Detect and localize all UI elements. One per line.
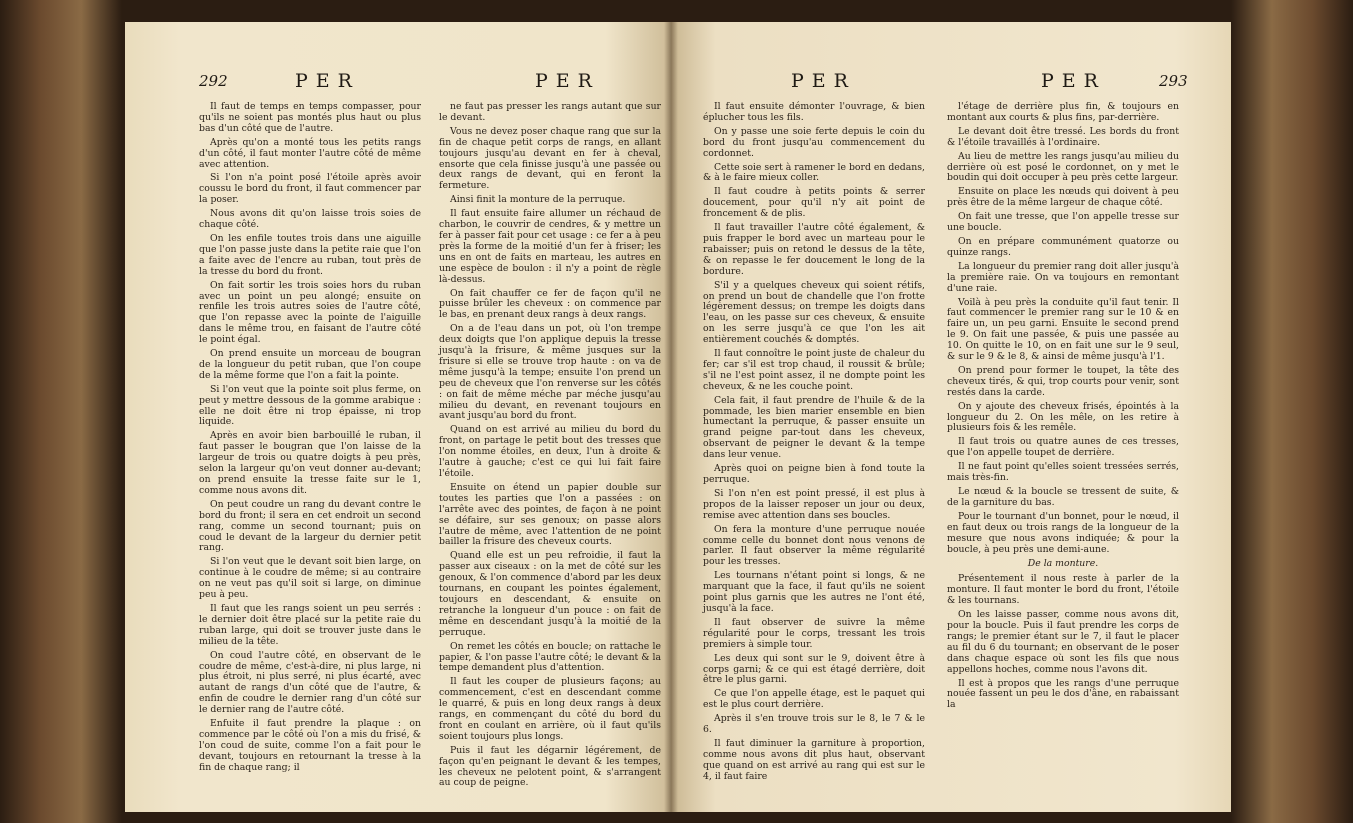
paragraph: Ainsi finit la monture de la perruque.	[450, 194, 626, 206]
paragraph: Présentement il nous reste à parler de la monture. Il faut monter le bord du front, l'étoile & les tournans.	[947, 573, 1179, 607]
running-head: PER	[535, 70, 600, 92]
running-head: PER	[295, 70, 360, 92]
paragraph: Il ne faut point qu'elles soient tressées serrés, mais très-fin.	[947, 461, 1179, 484]
paragraph: On prend pour former le toupet, la tête des cheveux tirés, & qui, trop courts pour venir, sont restés dans la carde.	[947, 364, 1179, 398]
text-column-left-1	[199, 102, 421, 777]
paragraph: Quand on est arrivé au milieu du bord du front, on partage le petit bout des tresses que l'on nomme étoiles, en deux, l'un à droite & l'autre à gauche; c'est ce qui lui fait faire l'étoile.	[439, 424, 661, 479]
paragraph: Ensuite on place les nœuds qui doivent à peu près être de la même largeur de chaque côté.	[947, 186, 1179, 209]
paragraph: Il faut coudre à petits points & serrer doucement, pour qu'il n'y ait point de froncement & de plis.	[703, 186, 925, 220]
paragraph: On en prépare communément quatorze ou quinze rangs.	[947, 235, 1179, 258]
paragraph: Après quoi on peigne bien à fond toute la perruque.	[703, 463, 925, 485]
paragraph: Quand elle est un peu refroidie, il faut la passer aux ciseaux : on la met de côté sur les genoux, & l'on commence d'abord par les deux tournans, en coupant les pointes également, toujours en descendant, & ensuite on retranche la longueur d'un pouce : on fait de même en descendant jusqu'à la moitié de la perruque.	[439, 550, 661, 638]
paragraph: On y passe une soie ferte depuis le coin du bord du front jusqu'au commencement du cordonnet.	[703, 125, 925, 159]
paragraph: On les laisse passer, comme nous avons dit, pour la boucle. Puis il faut prendre les corps de rangs; le premier étant sur le 7, il faut le placer au fil du 6 du tournant; en observant de le poser dans chaque espace où sont les fils que nous appellons hoches, comme nous l'avons dit.	[947, 609, 1179, 675]
paragraph: Le nœud & la boucle se tressent de suite, & de la garniture du bas.	[947, 486, 1179, 508]
book-gutter	[664, 22, 678, 812]
text-column-right-2	[947, 102, 1179, 714]
paragraph: Ce que l'on appelle étage, est le paquet qui est le plus court derrière.	[703, 688, 925, 711]
paragraph: On y ajoute des cheveux frisés, épointés à la longueur du 2. On les mêle, on les retire à plusieurs fois & les remêle.	[947, 400, 1179, 434]
paragraph: Le devant doit être tressé. Les bords du front & l'étoile travaillés à l'ordinaire.	[947, 125, 1179, 148]
paragraph: On a de l'eau dans un pot, où l'on trempe deux doigts que l'on applique depuis la tresse jusqu'à la frisure, & même jusques sur la frisure si elle se trouve trop haute : on va de même jusqu'à la tempe; ensuite l'on prend un peu de cheveux que l'on renverse sur les côtés : on fait de même méche par méche jusqu'au milieu du devant, en revenant toujours en avant jusqu'au bord du front.	[439, 323, 661, 422]
paragraph: On fait une tresse, que l'on appelle tresse sur une boucle.	[947, 211, 1179, 234]
paragraph: Si l'on veut que le devant soit bien large, on continue à le coudre de même; si au contraire on ne veut pas qu'il soit si large, on diminue peu à peu.	[199, 556, 421, 601]
paragraph: Les deux qui sont sur le 9, doivent être à corps garni; & ce qui est étagé derrière, doit être le plus garni.	[703, 652, 925, 686]
paragraph: Enfuite il faut prendre la plaque : on commence par le côté où l'on a mis du frisé, & l'on coud de suite, comme l'on a fait pour le devant, toujours en retournant la tresse à la fin de chaque rang; il	[199, 718, 421, 773]
paragraph: Les tournans n'étant point si longs, & ne marquant que la face, il faut qu'ils ne soient point plus garnis que les autres ne l'ont été, jusqu'à la face.	[703, 570, 925, 614]
paragraph: On fait chauffer ce fer de façon qu'il ne puisse brûler les cheveux : on commence par le bas, en prenant deux rangs à deux rangs.	[439, 287, 661, 321]
left-header	[125, 70, 671, 100]
paragraph: Il faut de temps en temps compasser, pour qu'ils ne soient pas montés plus haut ou plus bas d'un côté que de l'autre.	[199, 101, 421, 134]
paragraph: Il faut observer de suivre la même régularité pour le corps, tressant les trois premiers à simple tour.	[703, 616, 925, 650]
right-header	[671, 70, 1231, 100]
paragraph: Si l'on veut que la pointe soit plus ferme, on peut y mettre dessous de la gomme arabique : elle ne doit être ni trop épaisse, ni trop liquide.	[199, 383, 421, 428]
section-heading: De la monture.	[1027, 558, 1099, 570]
paragraph: Après il s'en trouve trois sur le 8, le 7 & le 6.	[703, 713, 925, 736]
paragraph: On fera la monture d'une perruque nouée comme celle du bonnet dont nous venons de parler. Il faut observer la même régularité pour les tresses.	[703, 523, 925, 568]
paragraph: On fait sortir les trois soies hors du ruban avec un point un peu alongé; ensuite on renfile les trois autres soies de l'autre côté, que l'on repasse avec la pointe de l'aiguille dans le même trou, en faisant de l'autre côté le point égal.	[199, 279, 421, 346]
paragraph: Il faut ensuite démonter l'ouvrage, & bien éplucher tous les fils.	[703, 101, 925, 123]
paragraph: Il faut trois ou quatre aunes de ces tresses, que l'on appelle toupet de derrière.	[947, 436, 1179, 459]
paragraph: Si l'on n'en est point pressé, il est plus à propos de la laisser reposer un jour ou deux, remise avec attention dans ses boucles.	[703, 487, 925, 521]
paragraph: Après en avoir bien barbouillé le ruban, il faut passer le bougran que l'on laisse de la largeur de trois ou quatre doigts à peu près, selon la largeur qu'on veut donner au-devant; on prend ensuite la tresse faite sur le 1, comme nous avons dit.	[199, 430, 421, 496]
paragraph: Vous ne devez poser chaque rang que sur la fin de chaque petit corps de rangs, en allant toujours jusqu'au devant en fer à cheval, ensorte que cela finisse jusqu'à une passée ou deux rangs de devant, qui en feront la fermeture.	[439, 125, 661, 192]
paragraph: S'il y a quelques cheveux qui soient rétifs, on prend un bout de chandelle que l'on frotte légèrement dessus; on trempe les doigts dans l'eau, on les passe sur ces cheveux, & ensuite on les serre jusqu'à ce que l'on les ait entièrement couchés & domptés.	[703, 279, 925, 346]
paragraph: On peut coudre un rang du devant contre le bord du front; il sera en cet endroit un second rang, comme un second tournant; puis on coud le devant de la largeur du dernier petit rang.	[199, 498, 421, 554]
paragraph: On prend ensuite un morceau de bougran de la longueur du petit ruban, que l'on coupe de la même forme que l'on a fait la pointe.	[199, 348, 421, 381]
paragraph: Puis il faut les dégarnir légérement, de façon qu'en peignant le devant & les tempes, les cheveux ne pelotent point, & s'arrangent au coup de peigne.	[439, 744, 661, 789]
page-number: 293	[1159, 72, 1188, 90]
page-number: 292	[199, 72, 228, 90]
paragraph: Ensuite on étend un papier double sur toutes les parties que l'on a passées : on l'arrête avec des pointes, de façon à ne point se défaire, sur ses genoux; on passe alors l'autre de même, avec l'attention de ne point bailler la frisure des cheveux courts.	[439, 481, 661, 548]
paragraph: Cela fait, il faut prendre de l'huile & de la pommade, les bien marier ensemble en bien humectant la perruque, & passer ensuite un grand peigne par-tout dans les cheveux, observant de peigner le devant & la tempe dans leur venue.	[703, 394, 925, 461]
paragraph: Il faut les couper de plusieurs façons; au commencement, c'est en descendant comme le quarré, & puis en long deux rangs à deux rangs, en commençant du côté du bord du front en coulant en arrière, où il faut qu'ils soient toujours plus longs.	[439, 676, 661, 742]
paragraph: On remet les côtés en boucle; on rattache le papier, & l'on passe l'autre côté; le devant & la tempe demandent plus d'attention.	[439, 640, 661, 674]
paragraph: Voilà à peu près la conduite qu'il faut tenir. Il faut commencer le premier rang sur le 10 & en faire un, un peu garni. Ensuite le second prend le 9. On fait une passée, & puis une passée au 10. On quitte le 10, on en fait une sur le 9 seul, & sur le 9 & le 8, & ainsi de même jusqu'à l'1.	[947, 296, 1179, 363]
paragraph: ne faut pas presser les rangs autant que sur le devant.	[439, 101, 661, 123]
right-page	[671, 22, 1231, 812]
paragraph: Il faut ensuite faire allumer un réchaud de charbon, le couvrir de cendres, & y mettre un fer à passer fait pour cet usage : ce fer a à peu près la forme de la moitié d'un fer à friser; les uns en ont de faits en marteau, les autres en une espèce de boulon : il n'y a point de règle là-dessus.	[439, 208, 661, 285]
paragraph: Il faut diminuer la garniture à proportion, comme nous avons dit plus haut, observant que quand on est arrivé au rang qui est sur le 4, il faut faire	[703, 737, 925, 782]
paragraph: Il faut connoître le point juste de chaleur du fer; car s'il est trop chaud, il roussit & brûle; s'il ne l'est point assez, il ne dompte point les cheveux, & ne les couche point.	[703, 348, 925, 392]
running-head: PER	[791, 70, 856, 92]
text-column-right-1	[703, 102, 925, 786]
paragraph: Il faut travailler l'autre côté également, & puis frapper le bord avec un marteau pour le rabaisser; puis on retond le dessus de la tête, & on repasse le fer doucement le long de la bordure.	[703, 222, 925, 277]
paragraph: Pour le tournant d'un bonnet, pour le nœud, il en faut deux ou trois rangs de la longueur de la mesure que nous avons indiquée; & pour la boucle, à peu près une demi-aune.	[947, 510, 1179, 555]
paragraph: Si l'on n'a point posé l'étoile après avoir coussu le bord du front, il faut commencer par la poser.	[199, 172, 421, 206]
paragraph: Au lieu de mettre les rangs jusqu'au milieu du derrière où est posé le cordonnet, on y met le boudin qui doit occuper à peu près cette largeur.	[947, 150, 1179, 184]
paragraph: Après qu'on a monté tous les petits rangs d'un côté, il faut monter l'autre côté de même avec attention.	[199, 136, 421, 170]
paragraph: La longueur du premier rang doit aller jusqu'à la première raie. On va toujours en remontant d'une raie.	[947, 260, 1179, 294]
paragraph: Cette soie sert à ramener le bord en dedans, & à le faire mieux coller.	[703, 161, 925, 184]
paragraph: l'étage de derrière plus fin, & toujours en montant aux courts & plus fins, par-derrière.	[947, 101, 1179, 123]
left-page	[125, 22, 671, 812]
paragraph: On coud l'autre côté, en observant de le coudre de même, c'est-à-dire, ni plus large, ni plus étroit, ni plus serré, ni plus écarté, avec autant de rangs d'un côté que de l'autre, & enfin de coudre le dernier rang d'un côté sur le dernier rang de l'autre côté.	[199, 649, 421, 716]
paragraph: Il faut que les rangs soient un peu serrés : le dernier doit être placé sur la petite raie du ruban large, qui doit se trouver juste dans le milieu de la tête.	[199, 602, 421, 647]
paragraph: Il est à propos que les rangs d'une perruque nouée fassent un peu le dos d'âne, en rabaissant la	[947, 677, 1179, 711]
running-head: PER	[1041, 70, 1106, 92]
text-column-left-2	[439, 102, 661, 792]
paragraph: Nous avons dit qu'on laisse trois soies de chaque côté.	[199, 208, 421, 231]
paragraph: On les enfile toutes trois dans une aiguille que l'on passe juste dans la petite raie que l'on a faite avec de l'encre au ruban, tout près de la tresse du bord du front.	[199, 232, 421, 277]
